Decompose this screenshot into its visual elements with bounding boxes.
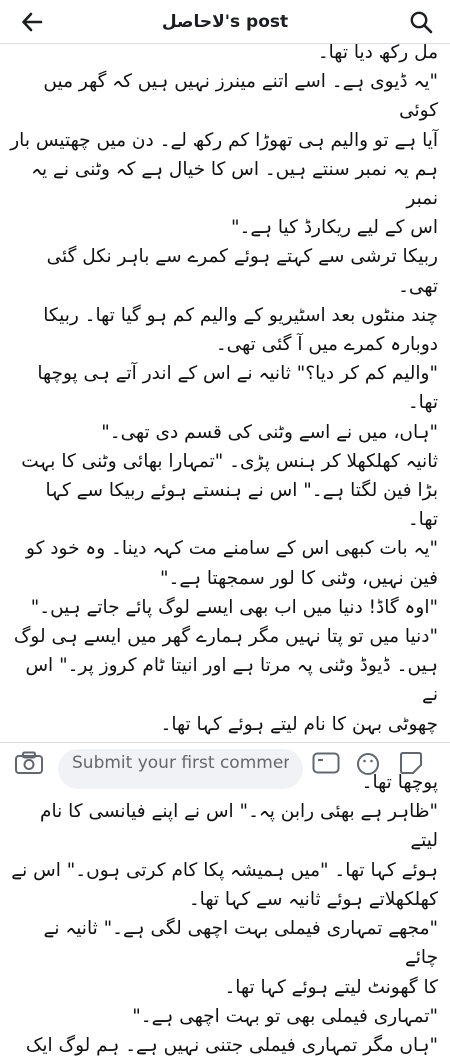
post-line: چند منٹوں بعد اسٹیریو کے والیم کم ہو گیا تھا۔ ربیکا	[43, 304, 438, 326]
post-text	[10, 38, 438, 1060]
post-line: "ہاں مگر تمہاری فیملی جتنی نہیں ہے۔ ہم لوگ ایک	[25, 1034, 438, 1056]
post-line: پوچھا تھا۔	[361, 772, 438, 794]
post-line: ثانیہ کھلکھلا کر ہنس پڑی۔ "تمہارا بھائی وٹنی کا بہت	[21, 450, 438, 472]
post-line: "یہ بات کبھی اس کے سامنے مت کہہ دینا۔ وہ خود کو	[26, 538, 438, 560]
post-line: فین نہیں، وٹنی کا لور سمجھتا ہے۔"	[160, 567, 438, 589]
post-line: آیا ہے تو والیم ہی تھوڑا کم رکھ لے۔ دن میں چھتیس بار	[10, 129, 438, 151]
post-content	[0, 42, 450, 1056]
search-icon	[409, 10, 433, 34]
post-line: ہم یہ نمبر سنتے ہیں۔ اس کا خیال ہے کہ وٹنی نے یہ نمبر	[31, 158, 438, 210]
post-line: "اوہ گاڈ! دنیا میں اب بھی ایسے لوگ پائے جاتے ہیں۔"	[30, 596, 438, 618]
post-line: ربیکا ترشی سے کہتے ہوئے کمرے سے باہر نکل گئی تھی۔	[46, 246, 438, 297]
post-line: اس کے لیے ریکارڈ کیا ہے۔"	[231, 217, 438, 239]
sticker-icon[interactable]	[398, 751, 424, 773]
post-line: ہیں۔ ڈیوڈ وٹنی پہ مرتا ہے اور انیتا ٹام کروز پر۔" اس نے	[25, 655, 438, 706]
gif-icon[interactable]	[312, 751, 340, 773]
camera-icon[interactable]	[14, 751, 44, 773]
post-line: ہوئے کہا تھا۔ "میں ہمیشہ پکا کام کرتی ہوں۔" اس نے	[11, 859, 438, 881]
comment-input-box[interactable]	[58, 749, 303, 789]
emoji-icon[interactable]	[355, 751, 381, 773]
post-line: کھلکھلاتے ہوئے ثانیہ سے کہا تھا۔	[188, 888, 438, 910]
post-line: چھوٹی بہن کا نام لیتے ہوئے کہا تھا۔	[160, 713, 438, 735]
post-line: "ہاں، میں نے اسے وٹنی کی قسم دی تھی۔"	[101, 421, 438, 443]
post-line: دوبارہ کمرے میں آ گئی تھی۔	[215, 334, 438, 356]
post-line: "مجھے تمہاری فیملی بہت اچھی لگی ہے۔" ثانیہ نے چائے	[43, 918, 438, 969]
comment-bar	[0, 742, 450, 768]
post-line: "دنیا میں تو پتا نہیں مگر ہمارے گھر میں ایسے ہی لوگ	[13, 626, 438, 648]
post-line: مل رکھ دیا تھا۔	[317, 42, 438, 63]
post-line: "تمہاری فیملی بھی تو بہت اچھی ہے۔"	[132, 1005, 438, 1027]
post-line: "ظاہر ہے بھئی رابن پہ۔" اس نے اپنے فیانسی کا نام لیتے	[40, 801, 438, 852]
post-line: کا گھونٹ لیتے ہوئے کہا تھا۔	[224, 976, 438, 998]
post-line: "والیم کم کر دیا؟" ثانیہ نے اس کے اندر آتے ہی پوچھا تھا۔	[37, 363, 438, 414]
post-line: بڑا فین لگتا ہے۔" اس نے ہنستے ہوئے ربیکا سے کہا تھا۔	[45, 480, 438, 531]
search-button[interactable]	[404, 5, 438, 39]
post-line: "یہ ڈیوی ہے۔ اسے اتنے مینرز نہیں ہیں کہ گھر میں کوئی	[43, 71, 438, 122]
page-title: لاحاصل's post	[161, 12, 289, 32]
comment-input[interactable]	[72, 749, 289, 773]
